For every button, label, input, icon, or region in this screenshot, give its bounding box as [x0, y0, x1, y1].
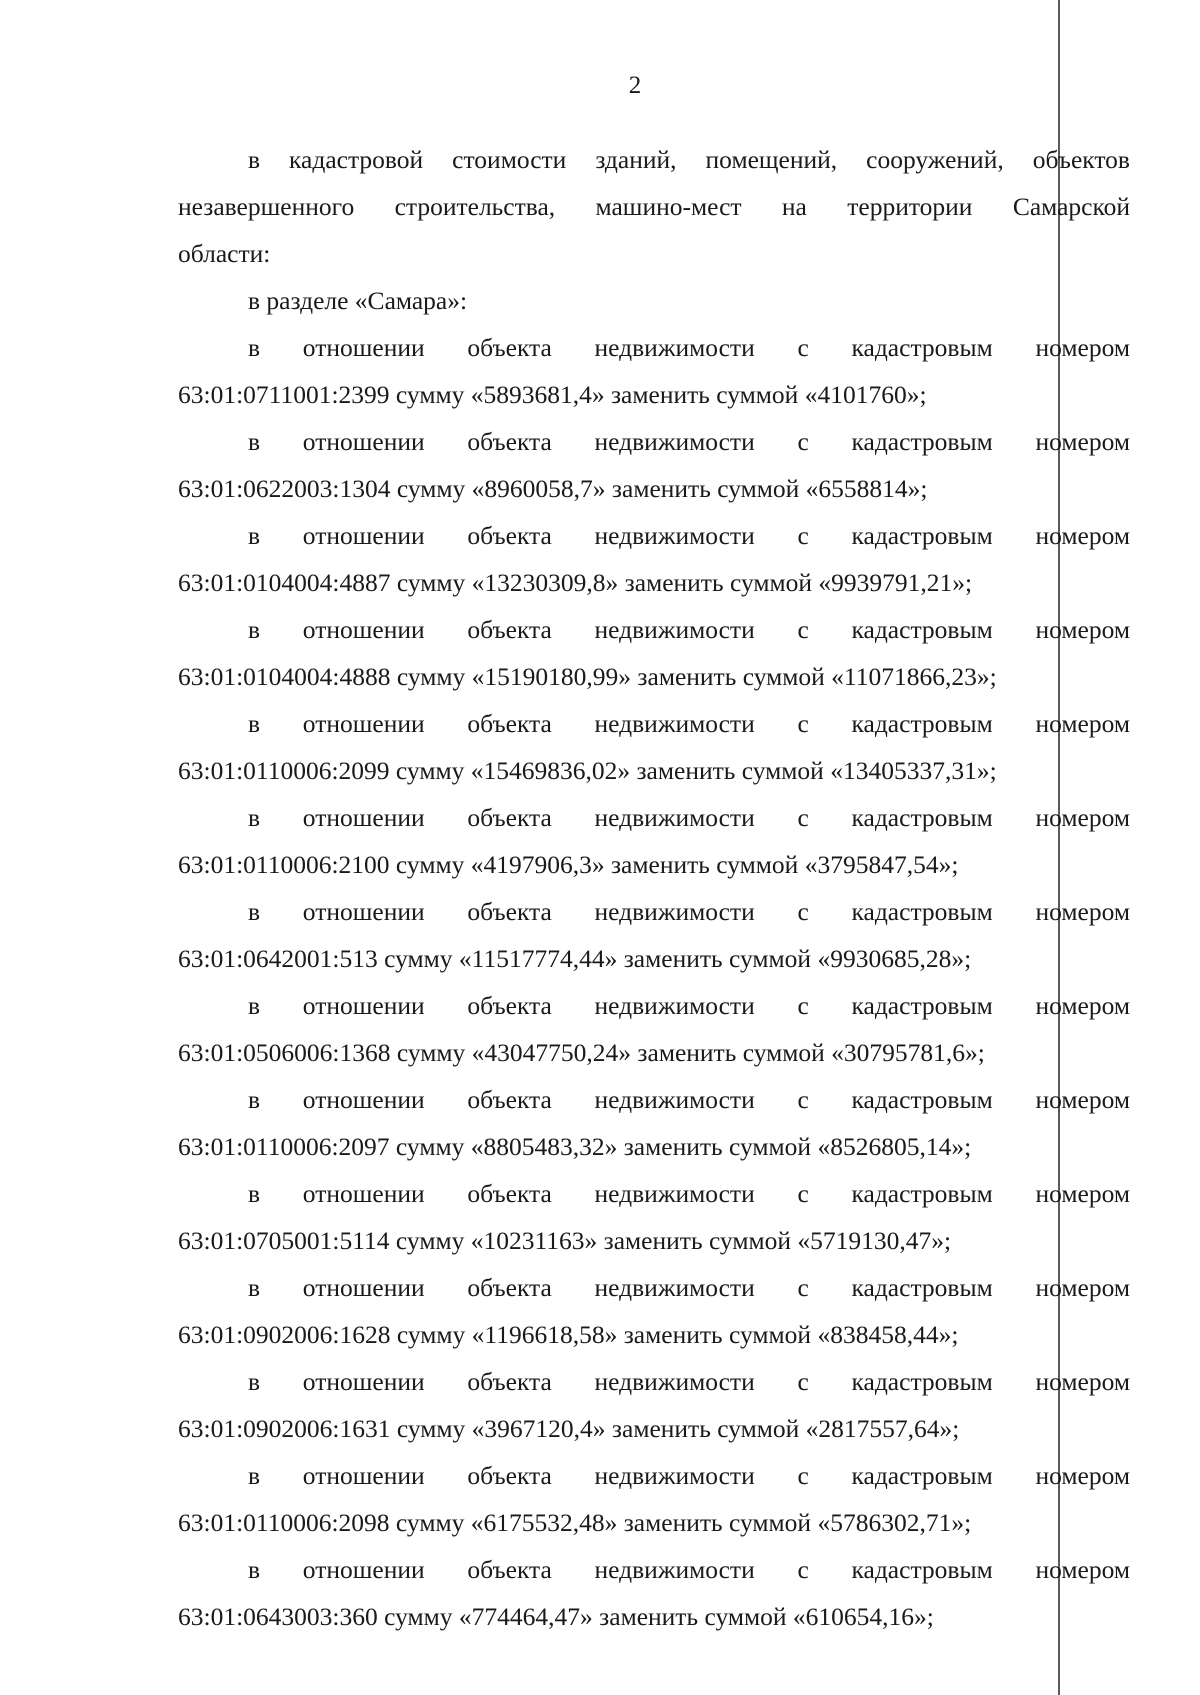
entry-text: 63:01:0110006:2100 сумму «4197906,3» заменить суммой «3795847,54»;	[178, 850, 959, 879]
list-item	[178, 982, 1130, 1076]
entry-lead-word: в	[248, 1461, 261, 1490]
entry-lead-word: в	[248, 1179, 261, 1208]
entry-lead-word: отношении	[302, 803, 425, 832]
entry-lead-word: недвижимости	[594, 521, 755, 550]
entry-lead-word: объекта	[467, 709, 552, 738]
entry-text: 63:01:0705001:5114 сумму «10231163» заменить суммой «5719130,47»;	[178, 1226, 952, 1255]
entry-lead-word: объекта	[467, 1461, 552, 1490]
entry-lead-word: кадастровым	[851, 1273, 993, 1302]
entry-lead-word: кадастровым	[851, 1555, 993, 1584]
entry-lead-word: в	[248, 803, 261, 832]
entry-lead-word: с	[797, 521, 809, 550]
entry-lead-word: отношении	[302, 615, 425, 644]
list-item	[178, 794, 1130, 888]
entry-lead-word: номером	[1035, 521, 1130, 550]
entry-lead-word: в	[248, 991, 261, 1020]
intro-line-1-word: кадастровой	[289, 145, 424, 174]
entry-lead-word: объекта	[467, 803, 552, 832]
entry-lead-word: объекта	[467, 897, 552, 926]
list-item	[178, 1170, 1130, 1264]
entry-lead-word: недвижимости	[594, 1555, 755, 1584]
entry-lead-word: номером	[1035, 1179, 1130, 1208]
entry-lead-word: номером	[1035, 1461, 1130, 1490]
entry-text: 63:01:0110006:2099 сумму «15469836,02» заменить суммой «13405337,31»;	[178, 756, 997, 785]
intro-line-3: области:	[178, 239, 271, 268]
entry-lead-word: с	[797, 1273, 809, 1302]
document-body	[178, 136, 1130, 1640]
entry-lead-word: отношении	[302, 1461, 425, 1490]
entry-lead-word: с	[797, 803, 809, 832]
entry-text: 63:01:0622003:1304 сумму «8960058,7» заменить суммой «6558814»;	[178, 474, 928, 503]
entry-lead-word: в	[248, 427, 261, 456]
entry-lead-word: кадастровым	[851, 897, 993, 926]
entry-lead-line	[178, 888, 1130, 935]
entry-lead-word: номером	[1035, 1555, 1130, 1584]
entry-lead-line	[178, 512, 1130, 559]
entry-lead-line	[178, 1264, 1130, 1311]
entry-lead-word: в	[248, 1555, 261, 1584]
intro-line-1-word: помещений,	[705, 145, 838, 174]
entry-lead-word: недвижимости	[594, 1461, 755, 1490]
entry-lead-word: кадастровым	[851, 427, 993, 456]
entry-text: 63:01:0506006:1368 сумму «43047750,24» заменить суммой «30795781,6»;	[178, 1038, 985, 1067]
entry-lead-line	[178, 982, 1130, 1029]
entry-lead-word: отношении	[302, 1273, 425, 1302]
entry-lead-word: с	[797, 1367, 809, 1396]
list-item	[178, 888, 1130, 982]
intro-line-1-word: объектов	[1032, 145, 1130, 174]
entry-text: 63:01:0104004:4888 сумму «15190180,99» заменить суммой «11071866,23»;	[178, 662, 997, 691]
entry-lead-word: отношении	[302, 897, 425, 926]
entry-lead-word: недвижимости	[594, 991, 755, 1020]
entry-lead-word: кадастровым	[851, 1179, 993, 1208]
entry-lead-line	[178, 324, 1130, 371]
entry-lead-word: объекта	[467, 615, 552, 644]
entry-lead-word: с	[797, 709, 809, 738]
entry-lead-word: объекта	[467, 1555, 552, 1584]
entry-lead-line	[178, 1076, 1130, 1123]
entry-lead-word: номером	[1035, 1085, 1130, 1114]
intro-line-1-word: стоимости	[452, 145, 567, 174]
entry-lead-word: отношении	[302, 1555, 425, 1584]
list-item	[178, 324, 1130, 418]
entry-text: 63:01:0711001:2399 сумму «5893681,4» заменить суммой «4101760»;	[178, 380, 927, 409]
entry-lead-word: номером	[1035, 615, 1130, 644]
entry-lead-word: отношении	[302, 1179, 425, 1208]
entry-lead-word: с	[797, 991, 809, 1020]
entry-lead-word: недвижимости	[594, 803, 755, 832]
entry-lead-word: кадастровым	[851, 615, 993, 644]
entry-lead-word: недвижимости	[594, 1273, 755, 1302]
intro-line-2-word: машино-мест	[595, 192, 742, 221]
entry-lead-line	[178, 700, 1130, 747]
entry-lead-word: номером	[1035, 1273, 1130, 1302]
entry-lead-word: объекта	[467, 333, 552, 362]
entry-lead-word: кадастровым	[851, 1461, 993, 1490]
entry-lead-word: с	[797, 1461, 809, 1490]
entry-text: 63:01:0104004:4887 сумму «13230309,8» заменить суммой «9939791,21»;	[178, 568, 973, 597]
entry-lead-word: номером	[1035, 709, 1130, 738]
entry-text: 63:01:0902006:1628 сумму «1196618,58» заменить суммой «838458,44»;	[178, 1320, 959, 1349]
list-item	[178, 1358, 1130, 1452]
entry-lead-word: кадастровым	[851, 1367, 993, 1396]
entry-lead-word: кадастровым	[851, 709, 993, 738]
page-number: 2	[628, 72, 642, 99]
entry-lead-word: недвижимости	[594, 427, 755, 456]
entry-lead-word: кадастровым	[851, 521, 993, 550]
entry-lead-word: номером	[1035, 803, 1130, 832]
entry-lead-word: недвижимости	[594, 333, 755, 362]
entry-lead-word: в	[248, 1367, 261, 1396]
entry-lead-word: отношении	[302, 333, 425, 362]
list-item	[178, 1076, 1130, 1170]
entry-lead-word: в	[248, 1085, 261, 1114]
list-item	[178, 1546, 1130, 1640]
entry-lead-word: номером	[1035, 333, 1130, 362]
entry-lead-line	[178, 794, 1130, 841]
entry-text: 63:01:0110006:2098 сумму «6175532,48» заменить суммой «5786302,71»;	[178, 1508, 972, 1537]
entry-lead-word: недвижимости	[594, 709, 755, 738]
entry-lead-word: в	[248, 615, 261, 644]
entry-lead-line	[178, 418, 1130, 465]
entry-lead-word: в	[248, 709, 261, 738]
intro-line-2-word: Самарской	[1012, 192, 1130, 221]
entry-lead-word: с	[797, 427, 809, 456]
intro-line-2	[178, 183, 1130, 230]
entry-text: 63:01:0643003:360 сумму «774464,47» заменить суммой «610654,16»;	[178, 1602, 934, 1631]
entry-lead-word: отношении	[302, 1367, 425, 1396]
entry-text: 63:01:0642001:513 сумму «11517774,44» заменить суммой «9930685,28»;	[178, 944, 972, 973]
entry-lead-word: с	[797, 1179, 809, 1208]
entry-lead-word: номером	[1035, 427, 1130, 456]
entry-lead-word: объекта	[467, 427, 552, 456]
entry-lead-word: отношении	[302, 427, 425, 456]
list-item	[178, 700, 1130, 794]
entry-lead-line	[178, 606, 1130, 653]
list-item	[178, 606, 1130, 700]
entry-lead-word: отношении	[302, 709, 425, 738]
list-item	[178, 512, 1130, 606]
entry-lead-word: объекта	[467, 1085, 552, 1114]
intro-line-1	[178, 136, 1130, 183]
intro-line-1-word: сооружений,	[866, 145, 1004, 174]
entry-lead-word: с	[797, 333, 809, 362]
entry-lead-word: в	[248, 521, 261, 550]
entry-lead-word: с	[797, 615, 809, 644]
entry-lead-word: кадастровым	[851, 1085, 993, 1114]
entry-lead-word: недвижимости	[594, 1367, 755, 1396]
entry-lead-word: объекта	[467, 1273, 552, 1302]
intro-line-1-word: зданий,	[595, 145, 677, 174]
entry-lead-line	[178, 1358, 1130, 1405]
entry-lead-word: кадастровым	[851, 991, 993, 1020]
entry-lead-word: с	[797, 1555, 809, 1584]
entry-lead-word: недвижимости	[594, 1085, 755, 1114]
intro-line-2-word: строительства,	[394, 192, 556, 221]
entry-lead-word: кадастровым	[851, 803, 993, 832]
entry-lead-word: с	[797, 897, 809, 926]
entry-lead-word: в	[248, 1273, 261, 1302]
entry-lead-word: в	[248, 897, 261, 926]
list-item	[178, 418, 1130, 512]
entry-lead-word: объекта	[467, 991, 552, 1020]
list-item	[178, 1452, 1130, 1546]
entry-lead-line	[178, 1546, 1130, 1593]
entry-text: 63:01:0110006:2097 сумму «8805483,32» заменить суммой «8526805,14»;	[178, 1132, 972, 1161]
intro-line-2-word: территории	[847, 192, 973, 221]
entry-lead-word: номером	[1035, 991, 1130, 1020]
entry-lead-line	[178, 1452, 1130, 1499]
entry-lead-word: объекта	[467, 1179, 552, 1208]
entries-list	[178, 324, 1130, 1640]
entry-lead-word: недвижимости	[594, 897, 755, 926]
entry-lead-word: недвижимости	[594, 1179, 755, 1208]
entry-lead-line	[178, 1170, 1130, 1217]
entry-lead-word: номером	[1035, 897, 1130, 926]
entry-lead-word: отношении	[302, 1085, 425, 1114]
list-item	[178, 1264, 1130, 1358]
entry-lead-word: отношении	[302, 991, 425, 1020]
intro-line-1-word: в	[248, 145, 261, 174]
entry-text: 63:01:0902006:1631 сумму «3967120,4» заменить суммой «2817557,64»;	[178, 1414, 960, 1443]
entry-lead-word: объекта	[467, 521, 552, 550]
entry-lead-word: номером	[1035, 1367, 1130, 1396]
section-heading: в разделе «Самара»:	[248, 286, 468, 315]
entry-lead-word: недвижимости	[594, 615, 755, 644]
entry-lead-word: отношении	[302, 521, 425, 550]
entry-lead-word: с	[797, 1085, 809, 1114]
intro-line-2-word: на	[781, 192, 807, 221]
entry-lead-word: в	[248, 333, 261, 362]
entry-lead-word: объекта	[467, 1367, 552, 1396]
intro-line-2-word: незавершенного	[178, 192, 355, 221]
entry-lead-word: кадастровым	[851, 333, 993, 362]
